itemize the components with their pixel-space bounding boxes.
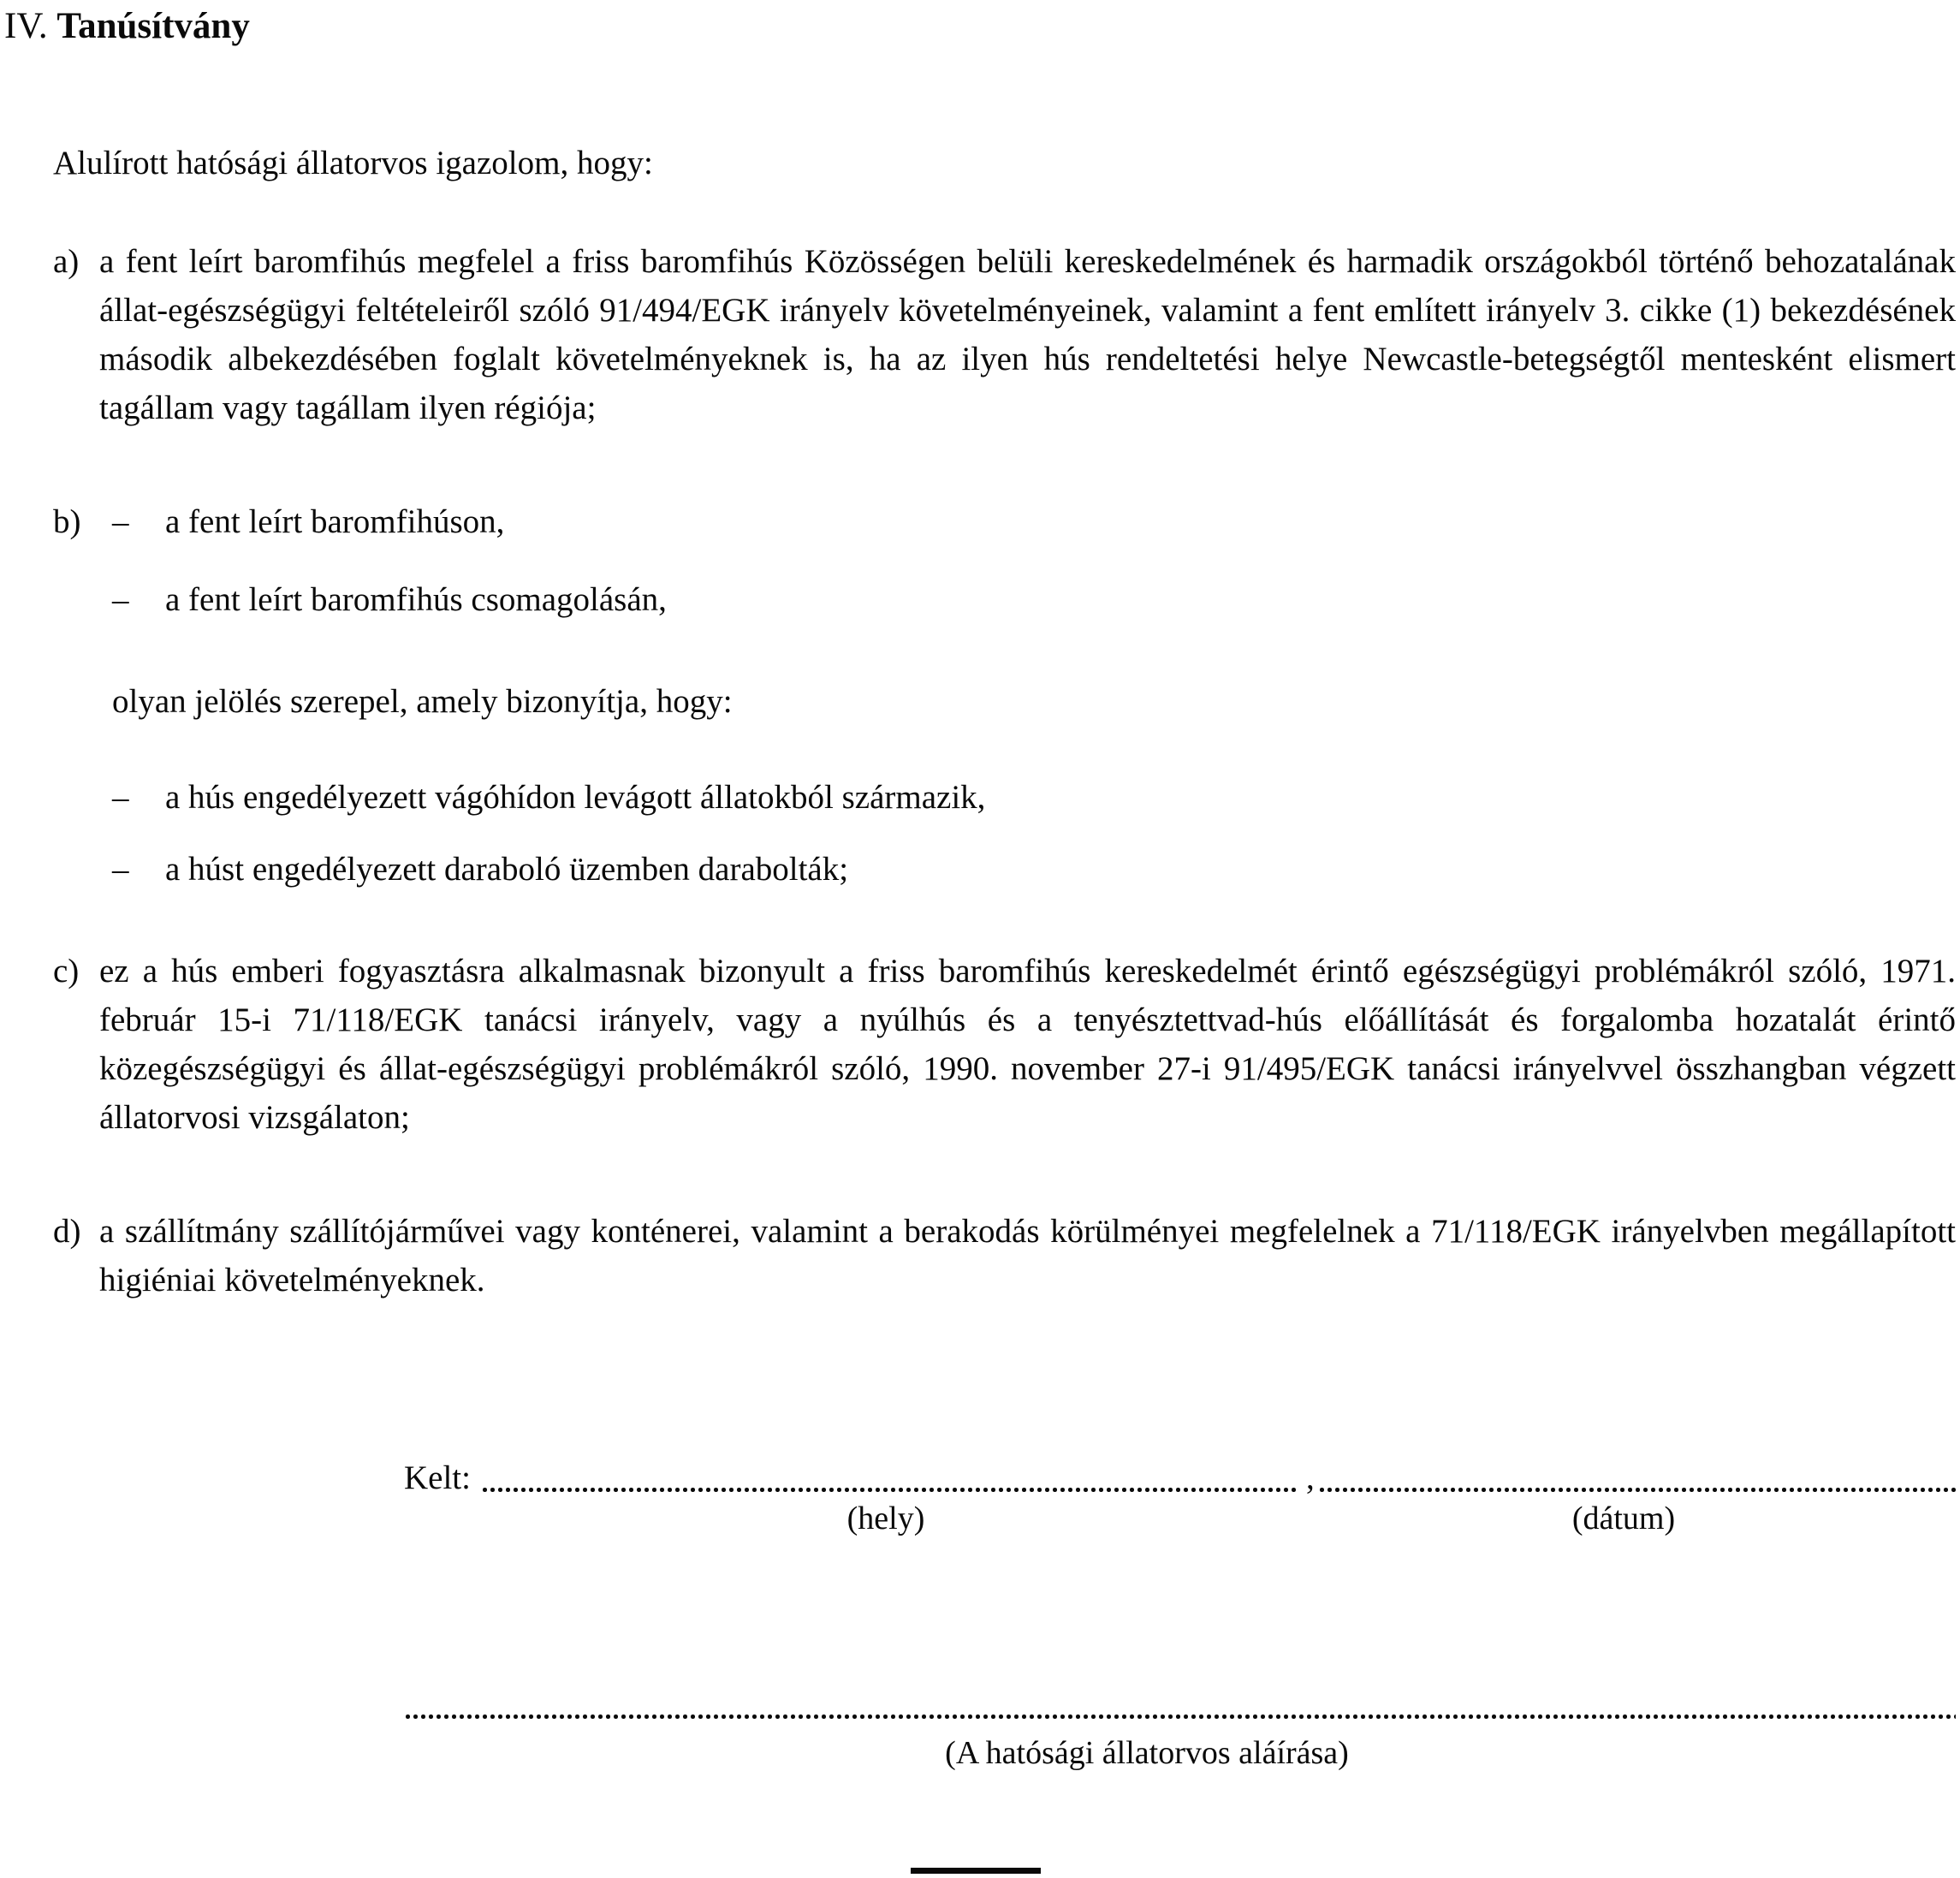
clause-b-subitem-4 [99, 845, 1956, 894]
section-number: IV. [4, 6, 48, 46]
clause-d-label: d) [53, 1213, 81, 1250]
clause-d-text: a szállítmány szállítójárművei vagy konténerei, valamint a berakodás körülményei megfelelnek a 71/118/EGK irányelvben megállapított higiéniai követelményeknek. [99, 1213, 1956, 1299]
clause-b-label: b) [53, 503, 81, 540]
intro-statement: Alulírott hatósági állatorvos igazolom, hogy: [53, 145, 653, 181]
date-fill-line [1318, 1484, 1956, 1495]
section-title: Tanúsítvány [56, 6, 250, 46]
dash-bullet: – [112, 851, 129, 888]
dated-at-label: Kelt: [404, 1459, 471, 1496]
clause-b-subitem-2-text: a fent leírt baromfihús csomagolásán, [165, 581, 667, 618]
clause-a-text: a fent leírt baromfihús megfelel a friss baromfihús Közösségen belüli kereskedelmének és harmadik országokból történő behozatalának állat-egészségügyi feltételeiről szóló 91/494/EGK irányelv követelményeinek, valamint a fent említett irányelv 3. cikke (1) bekezdésének második albekezdésében foglalt követelményeknek is, ha az ilyen hús rendeltetési helye Newcastle-betegségtől mentesként elismert tagállam vagy tagállam ilyen régiója; [99, 243, 1956, 426]
clause-b-subitem-1 [99, 497, 1956, 546]
clause-a-label: a) [53, 243, 80, 280]
clause-b-subitem-3 [99, 773, 1956, 822]
clause-c-label: c) [53, 953, 80, 990]
clause-b-body [99, 497, 1956, 894]
clause-c [53, 947, 1956, 1142]
signature-caption: (A hatósági állatorvos aláírása) [945, 1735, 1349, 1771]
clause-c-text: ez a hús emberi fogyasztásra alkalmasnak bizonyult a friss baromfihús kereskedelmét érintő egészségügyi problémákról szóló, 1971. február 15-i 71/118/EGK tanácsi irányelv, vagy a nyúlhús és a tenyésztettvad-hús előállítását és forgalomba hozatalát érintő közegészségügyi és állat-egészségügyi problémákról szóló, 1990. november 27-i 91/495/EGK tanácsi irányelvvel összhangban végzett állatorvosi vizsgálaton; [99, 953, 1956, 1136]
clause-b-subitem-2 [99, 575, 1956, 624]
dated-at-row [404, 1453, 1956, 1502]
date-caption: (dátum) [1571, 1501, 1676, 1536]
section-heading [4, 5, 1956, 48]
clause-b-subitem-1-text: a fent leírt baromfihúson, [165, 503, 505, 540]
clause-d [53, 1207, 1956, 1304]
clause-a [53, 237, 1956, 432]
dash-bullet: – [112, 779, 129, 816]
dash-bullet: – [112, 581, 129, 618]
clause-b-subitem-3-text: a hús engedélyezett vágóhídon levágott állatokból származik, [165, 779, 986, 816]
clause-b [53, 497, 1956, 894]
end-of-document-rule [911, 1868, 1041, 1874]
place-fill-line [481, 1484, 1298, 1495]
dash-bullet: – [112, 503, 129, 540]
signature-fill-line [404, 1711, 1956, 1722]
clause-b-intro: olyan jelölés szerepel, amely bizonyítja, hogy: [112, 683, 733, 720]
clause-b-subitem-4-text: a húst engedélyezett daraboló üzemben darabolták; [165, 851, 849, 888]
place-caption: (hely) [846, 1501, 925, 1536]
dated-at-separator: , [1305, 1459, 1315, 1496]
